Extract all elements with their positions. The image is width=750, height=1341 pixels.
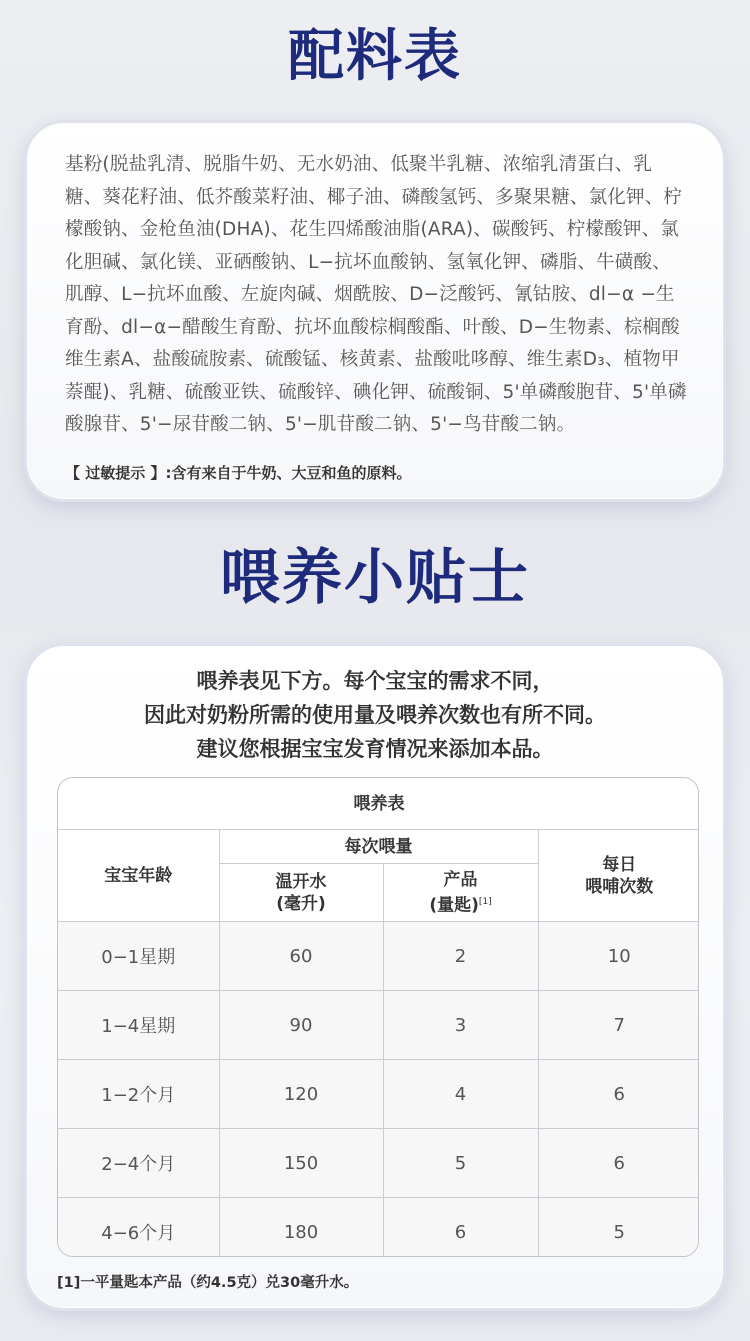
cell-scoops: 4: [383, 1060, 538, 1129]
table-footnote: [1]一平量匙本产品（约4.5克）兑30毫升水。: [57, 1275, 359, 1291]
product-line2: [385, 891, 537, 917]
cell-water: 150: [219, 1129, 383, 1198]
cell-water: 90: [219, 991, 383, 1060]
ingredients-title: 配料表: [288, 24, 462, 89]
col-header-product: [383, 864, 538, 922]
cell-age: 1−2个月: [58, 1060, 219, 1129]
cell-age: 1−4星期: [58, 991, 219, 1060]
cell-times: 6: [538, 1129, 699, 1198]
table-row: [58, 1198, 699, 1258]
table-row: [58, 1060, 699, 1129]
cell-times: 7: [538, 991, 699, 1060]
cell-scoops: 3: [383, 991, 538, 1060]
cell-times: 10: [538, 922, 699, 991]
product-unit: (量匙): [429, 895, 479, 916]
cell-times: 5: [538, 1198, 699, 1258]
cell-scoops: 5: [383, 1129, 538, 1198]
product-line1: 产品: [443, 869, 478, 890]
col-header-daily-times: [538, 830, 699, 922]
table-row: [58, 922, 699, 991]
ingredients-card: [24, 120, 726, 502]
intro-line: 喂养表见下方。每个宝宝的需求不同，: [196, 669, 554, 693]
cell-age: 2−4个月: [58, 1129, 219, 1198]
feeding-card: [24, 643, 726, 1311]
water-line2: (毫升): [276, 893, 326, 914]
feeding-tips-title: 喂养小贴士: [220, 543, 530, 613]
cell-age: 4−6个月: [58, 1198, 219, 1258]
table-row: [58, 1129, 699, 1198]
intro-line: 建议您根据宝宝发育情况来添加本品。: [196, 737, 554, 761]
col-header-per-feed: 每次喂量: [219, 830, 538, 864]
water-line1: 温开水: [275, 871, 327, 892]
feeding-table: [57, 777, 699, 1257]
cell-scoops: 6: [383, 1198, 538, 1258]
table-caption: 喂养表: [58, 778, 699, 830]
cell-times: 6: [538, 1060, 699, 1129]
daily-line2: 喂哺次数: [585, 876, 654, 897]
ingredients-list: 基粉(脱盐乳清、脱脂牛奶、无水奶油、低聚半乳糖、浓缩乳清蛋白、乳糖、葵花籽油、低芥酸菜籽油、椰子油、磷酸氢钙、多聚果糖、氯化钾、柠檬酸钠、金枪鱼油(DHA)、花生四烯酸油脂(ARA)、碳酸钙、柠檬酸钾、氯化胆碱、氯化镁、亚硒酸钠、L−抗坏血酸钠、氢氧化钾、磷脂、牛磺酸、肌醇、L−抗坏血酸、左旋肉碱、烟酰胺、D−泛酸钙、氰钴胺、dl−α −生育酚、dl−α−醋酸生育酚、抗坏血酸棕榈酸酯、叶酸、D−生物素、棕榈酸维生素A、盐酸硫胺素、硫酸锰、核黄素、盐酸吡哆醇、维生素D₃、植物甲萘醌)、乳糖、硫酸亚铁、硫酸锌、碘化钾、硫酸铜、5'单磷酸胞苷、5'单磷酸腺苷、5'−尿苷酸二钠、5'−肌苷酸二钠、5'−鸟苷酸二钠。: [65, 154, 687, 435]
cell-age: 0−1星期: [58, 922, 219, 991]
daily-line1: 每日: [602, 854, 637, 875]
table-row: [58, 991, 699, 1060]
col-header-age: 宝宝年龄: [58, 830, 219, 922]
intro-line: 因此对奶粉所需的使用量及喂养次数也有所不同。: [144, 703, 606, 727]
cell-water: 180: [219, 1198, 383, 1258]
col-header-water: [219, 864, 383, 922]
feeding-intro: [57, 664, 693, 766]
allergy-note: 【 过敏提示 】:含有来自于牛奶、大豆和鱼的原料。: [65, 463, 412, 482]
cell-water: 60: [219, 922, 383, 991]
footnote-ref: [1]: [478, 896, 492, 907]
cell-water: 120: [219, 1060, 383, 1129]
cell-scoops: 2: [383, 922, 538, 991]
